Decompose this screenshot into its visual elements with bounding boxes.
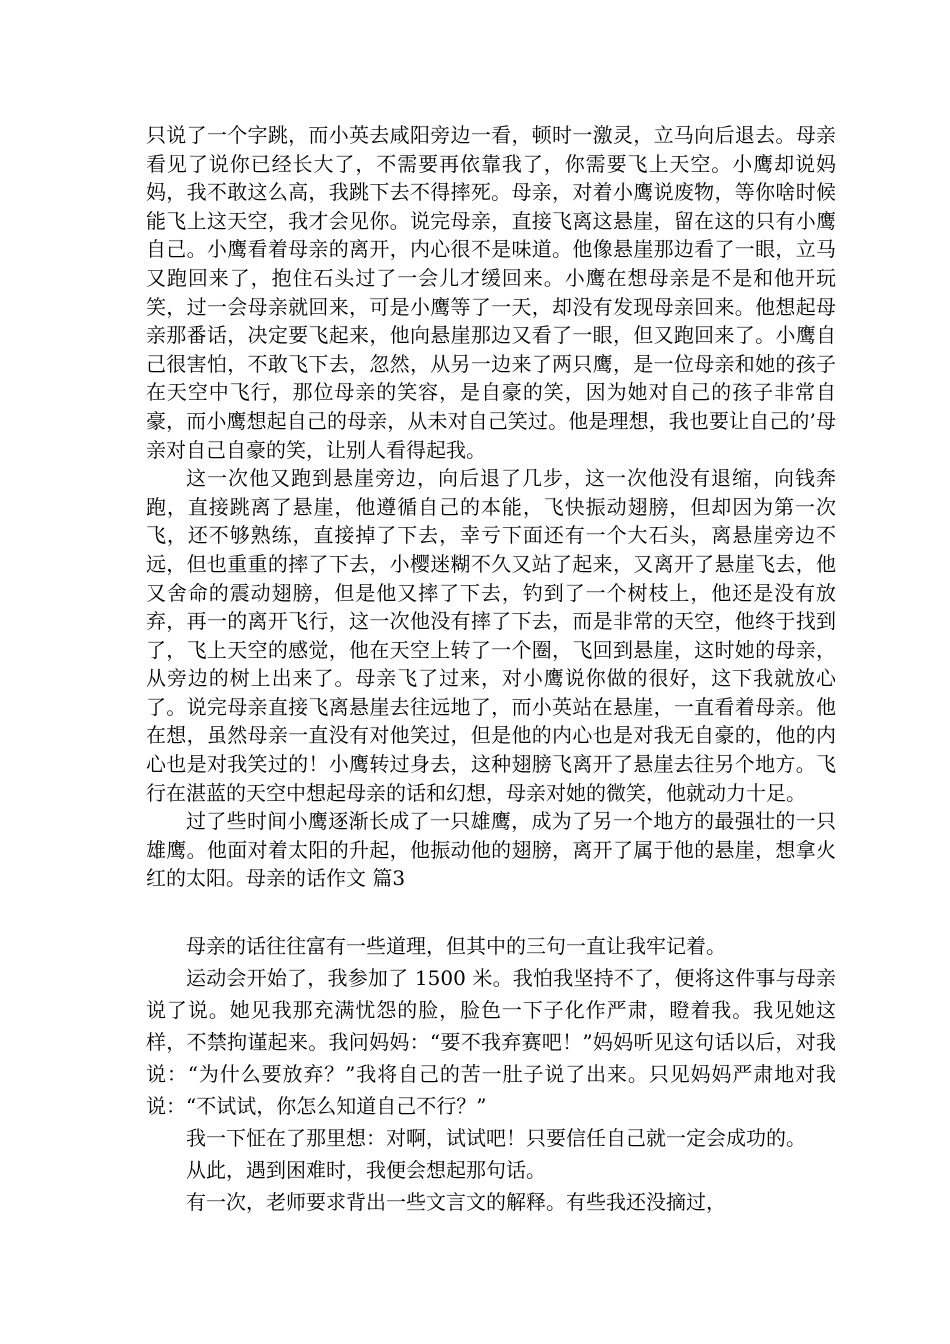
paragraph-since-then: 从此，遇到困难时，我便会想起那句话。 xyxy=(186,1158,546,1182)
paragraph-eagle-grown: 过了些时间小鹰逐渐长成了一只雄鹰，成为了另一个地方的最强壮的一只雄鹰。他面对着太阳的升起，他振动他的翅膀，离开了属于他的悬崖，想拿火红的太阳。母亲的话作文 篇3 xyxy=(146,809,836,891)
essay-section-1 xyxy=(146,121,836,893)
paragraph-eagle-first-flight: 这一次他又跑到悬崖旁边，向后退了几步，这一次他没有退缩，向钱奔跑，直接跳离了悬崖，他遵循自己的本能，飞快振动翅膀，但却因为第一次飞，还不够熟练，直接掉了下去，幸亏下面还有一个大石头，离悬崖旁边不远，但也重重的摔了下去，小樱迷糊不久又站了起来，又离开了悬崖飞去，他又舍命的震动翅膀，但是他又摔了下去，钓到了一个树枝上，他还是没有放弃，再一的离开飞行，这一次他没有摔了下去，而是非常的天空，他终于找到了，飞上天空的感觉，他在天空上转了一个圈，飞回到悬崖，这时她的母亲，从旁边的树上出来了。母亲飞了过来，对小鹰说你做的很好，这下我就放心了。说完母亲直接飞离悬崖去往远地了，而小英站在悬崖，一直看着母亲。他在想，虽然母亲一直没有对他笑过，但是他的内心也是对我无自豪的，他的内心也是对我笑过的！小鹰转过身去，这种翅膀飞离开了悬崖去往另个地方。飞行在湛蓝的天空中想起母亲的话和幻想，母亲对她的微笑，他就动力十足。 xyxy=(146,466,836,805)
essay-section-2 xyxy=(146,930,836,1218)
paragraph-eagle-fear: 只说了一个字跳，而小英去咸阳旁边一看，顿时一激灵，立马向后退去。母亲看见了说你已经长大了，不需要再依靠我了，你需要飞上天空。小鹰却说妈妈，我不敢这么高，我跳下去不得摔死。母亲，对着小鹰说废物，等你啥时候能飞上这天空，我才会见你。说完母亲，直接飞离这悬崖，留在这的只有小鹰自己。小鹰看着母亲的离开，内心很不是味道。他像悬崖那边看了一眼，立马又跑回来了，抱住石头过了一会儿才缓回来。小鹰在想母亲是不是和他开玩笑，过一会母亲就回来，可是小鹰等了一天，却没有发现母亲回来。他想起母亲那番话，决定要飞起来，他向悬崖那边又看了一眼，但又跑回来了。小鹰自己很害怕，不敢飞下去，忽然，从另一边来了两只鹰，是一位母亲和她的孩子在天空中飞行，那位母亲的笑容，是自豪的笑，因为她对自己的孩子非常自豪，而小鹰想起自己的母亲，从未对自己笑过。他是理想，我也要让自己的’母亲对自己自豪的笑，让别人看得起我。 xyxy=(146,123,836,462)
paragraph-classical-chinese: 有一次，老师要求背出一些文言文的解释。有些我还没摘过， xyxy=(186,1190,726,1214)
paragraph-intro: 母亲的话往往富有一些道理，但其中的三句一直让我牢记着。 xyxy=(186,934,726,958)
paragraph-sports-meet: 运动会开始了，我参加了 1500 米。我怕我坚持不了，便将这件事与母亲说了说。她见我那充满忧怨的脸，脸色一下子化作严肃，瞪着我。我见她这样，不禁拘谨起来。我问妈妈：“要不我弃赛吧！”妈妈听见这句话以后，对我说：“为什么要放弃？”我将自己的苦一肚子说了出来。只见妈妈严肃地对我说：“不试试，你怎么知道自己不行？” xyxy=(146,966,836,1118)
paragraph-realization: 我一下怔在了那里想：对啊，试试吧！只要信任自己就一定会成功的。 xyxy=(186,1126,806,1150)
